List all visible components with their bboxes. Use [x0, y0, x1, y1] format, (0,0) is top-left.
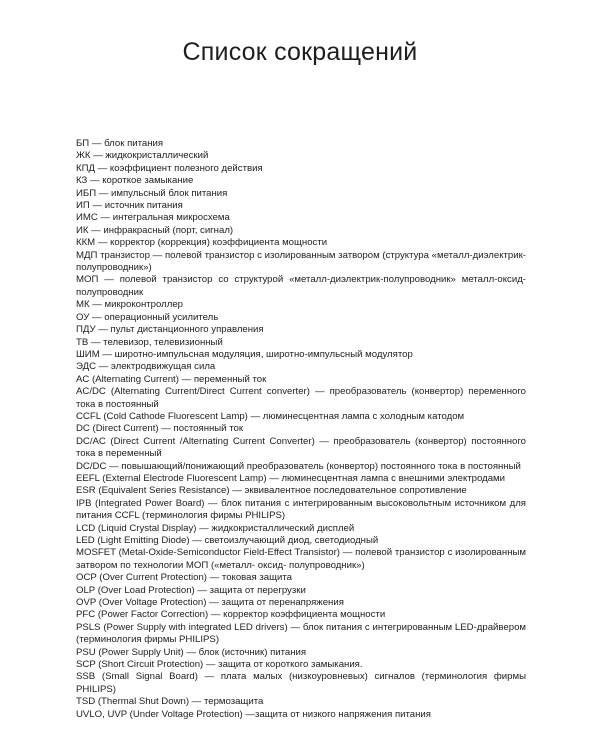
abbreviation-entry: EEFL (External Electrode Fluorescent Lamp) — люминесцентная лампа с внешними электродами — [76, 472, 505, 484]
abbreviation-entry: LED (Light Emitting Diode) — светоизлучающий диод, светодиодный — [76, 535, 379, 546]
abbreviation-entry: TSD (Thermal Shut Down) — термозащита — [76, 696, 264, 708]
abbreviation-entry: ESR (Equivalent Series Resistance) — эквивалентное последовательное сопротивление — [76, 485, 467, 497]
abbreviation-entry: DC (Direct Current) — постоянный ток — [76, 423, 244, 435]
abbreviation-entry: PSU (Power Supply Unit) — блок (источник) питания — [76, 646, 307, 658]
abbreviation-entry: AC/DC (Alternating Current/Direct Current converter) — преобразователь (конвертор) переменного тока в постоянный — [76, 386, 526, 410]
abbreviation-entry: МОП — полевой транзистор со структурой «металл-диэлектрик-полупроводник» металл-оксид-полупроводник — [76, 274, 526, 298]
abbreviation-entry: DC/AC (Direct Current /Alternating Current Converter) — преобразователь (конвертор) постоянного тока в переменный — [76, 435, 526, 460]
abbreviation-entry: КЗ — короткое замыкание — [76, 175, 194, 187]
abbreviation-entry: ЭДС — электродвижущая сила — [76, 361, 216, 373]
abbreviation-entry: БП — блок питания — [76, 138, 164, 149]
abbreviation-entry: ОУ — операционный усилитель — [76, 311, 219, 323]
abbreviation-entry: SSB (Small Signal Board) — плата малых (низкоуровневых) сигналов (терминология фирмы PHILIPS) — [76, 671, 526, 695]
abbreviation-entry: LCD (Liquid Crystal Display) — жидкокристаллический дисплей — [76, 522, 355, 534]
abbreviation-entry: IPB (Integrated Power Board) — блок питания с интегрированным высоковольтным источником для питания CCFL (терминология фирмы PHILIPS) — [76, 497, 526, 522]
abbreviation-entry: ШИМ — широтно-импульсная модуляция, широтно-импульсный модулятор — [76, 348, 413, 360]
abbreviation-entry: ПДУ — пульт дистанционного управления — [76, 324, 264, 336]
abbreviation-entry: OVP (Over Voltage Protection) — защита от перенапряжения — [76, 597, 344, 609]
page-title: Список сокращений — [182, 38, 418, 66]
abbreviation-entry: OCP (Over Current Protection) — токовая защита — [76, 572, 292, 584]
abbreviation-entry: SCP (Short Circuit Protection) — защита от короткого замыкания. — [76, 659, 363, 671]
abbreviation-entry: ИМС — интегральная микросхема — [76, 212, 230, 224]
abbreviation-entry: МК — микроконтроллер — [76, 299, 183, 311]
abbreviation-entry: CCFL (Cold Cathode Fluorescent Lamp) — люминесцентная лампа с холодным катодом — [76, 410, 465, 422]
abbreviation-entry: ИК — инфракрасный (порт, сигнал) — [76, 224, 234, 236]
abbreviation-entry: МДП транзистор — полевой транзистор с изолированным затвором (структура «металл-диэлектрик-полупроводник») — [76, 249, 526, 274]
abbreviation-entry: ЖК — жидкокристаллический — [76, 150, 209, 162]
abbreviation-entry: UVLO, UVP (Under Voltage Protection) —защита от низкого напряжения питания — [76, 708, 431, 720]
abbreviation-entry: DC/DC — повышающий/понижающий преобразователь (конвертор) постоянного тока в постоянный — [76, 460, 521, 472]
abbreviation-entry: КПД — коэффициент полезного действия — [76, 162, 263, 174]
abbreviation-entry: PFC (Power Factor Correction) — корректор коэффициента мощности — [76, 609, 386, 621]
abbreviation-entry: ТВ — телевизор, телевизионный — [76, 336, 223, 348]
abbreviation-list — [76, 138, 526, 721]
abbreviation-entry: PSLS (Power Supply with integrated LED drivers) — блок питания с интегрированным LED-драйвером (терминология фирмы PHILIPS) — [76, 621, 526, 646]
abbreviation-entry: ИП — источник питания — [76, 200, 183, 212]
abbreviation-entry: ККМ — корректор (коррекция) коэффициента мощности — [76, 237, 328, 249]
abbreviation-entry: ИБП — импульсный блок питания — [76, 187, 228, 199]
abbreviation-entry: MOSFET (Metal-Oxide-Semiconductor Field-Effect Transistor) — полевой транзистор с изолированным затвором по технологии МОП («металл- оксид- полупроводник») — [76, 547, 526, 571]
abbreviation-entry: AC (Alternating Current) — переменный ток — [76, 373, 267, 385]
abbreviation-entry: OLP (Over Load Protection) — защита от перегрузки — [76, 584, 306, 596]
